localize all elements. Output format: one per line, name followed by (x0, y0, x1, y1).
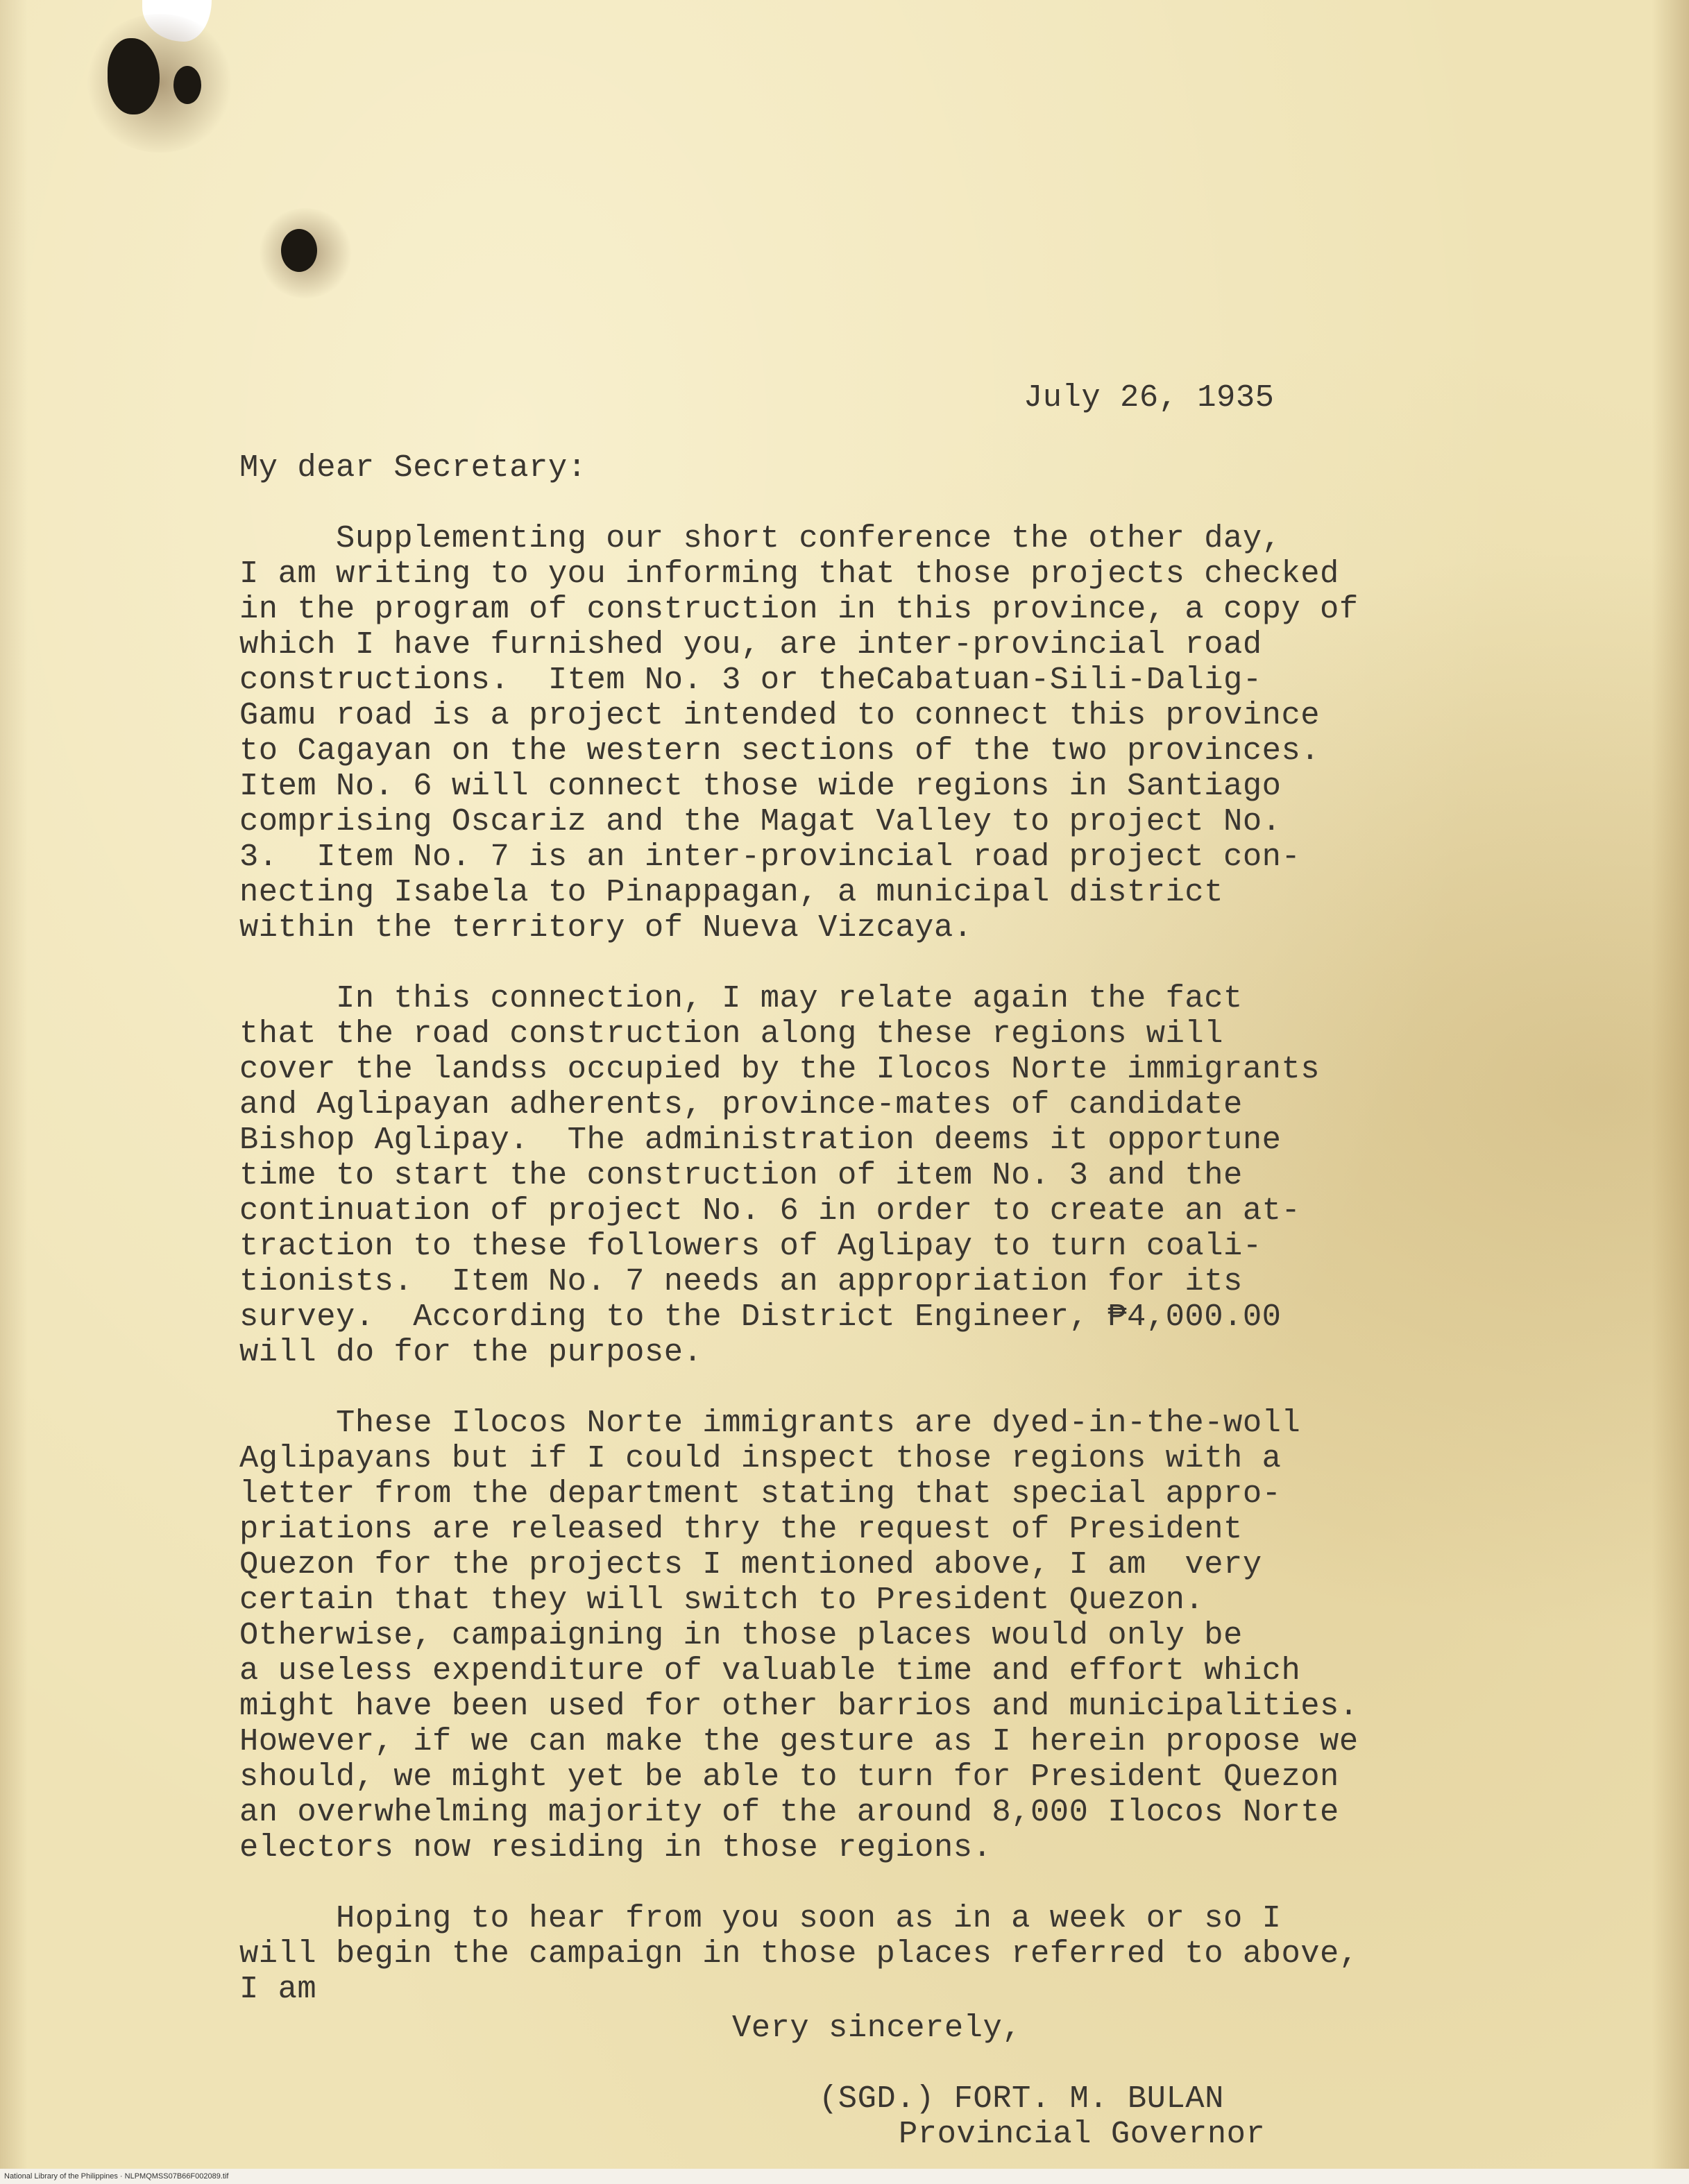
paragraph-line: These Ilocos Norte immigrants are dyed-in-the-woll (239, 1405, 1301, 1441)
paragraph-line: a useless expenditure of valuable time and effort which (239, 1653, 1301, 1689)
paragraph-2 (239, 981, 1359, 1370)
paragraph-line: constructions. Item No. 3 or theCabatuan-Sili-Dalig- (239, 662, 1262, 698)
paragraph-line: I am writing to you informing that those projects checked (239, 556, 1339, 592)
paragraph-line: within the territory of Nueva Vizcaya. (239, 910, 973, 946)
paragraph-line: time to start the construction of item No. 3 and the (239, 1157, 1243, 1193)
paragraph-gap (239, 946, 1359, 981)
paragraph-line: which I have furnished you, are inter-provincial road (239, 626, 1262, 663)
salutation: My dear Secretary: (239, 450, 587, 486)
paragraph-4 (239, 1901, 1359, 2007)
paragraph-line: traction to these followers of Aglipay to turn coali- (239, 1228, 1262, 1264)
paragraph-gap (239, 1866, 1359, 1901)
burn-stain-top (83, 14, 236, 153)
paragraph-line: Quezon for the projects I mentioned above, I am very (239, 1546, 1262, 1582)
paragraph-line: Item No. 6 will connect those wide regions in Santiago (239, 768, 1282, 804)
paragraph-line: an overwhelming majority of the around 8,000 Ilocos Norte (239, 1794, 1339, 1830)
paragraph-line: I am (239, 1971, 317, 2007)
letter-date: July 26, 1935 (1024, 379, 1275, 416)
paragraph-line: certain that they will switch to President Quezon. (239, 1582, 1205, 1618)
paragraph-line: in the program of construction in this province, a copy of (239, 591, 1359, 627)
paragraph-line: will do for the purpose. (239, 1334, 703, 1370)
paragraph-line: cover the landss occupied by the Ilocos Norte immigrants (239, 1051, 1321, 1087)
signer-title: Provincial Governor (899, 2116, 1266, 2152)
paragraph-line: Aglipayans but if I could inspect those regions with a (239, 1440, 1282, 1476)
paragraph-line: necting Isabela to Pinappagan, a municipal district (239, 874, 1224, 910)
paragraph-line: In this connection, I may relate again the fact (239, 980, 1243, 1016)
paragraph-3 (239, 1406, 1359, 1866)
paragraph-line: tionists. Item No. 7 needs an appropriation for its (239, 1263, 1243, 1299)
paragraph-line: Otherwise, campaigning in those places would only be (239, 1617, 1243, 1653)
paragraph-line: continuation of project No. 6 in order to create an at- (239, 1193, 1301, 1229)
paragraph-line: Gamu road is a project intended to connect this province (239, 697, 1321, 733)
closing: Very sincerely, (732, 2010, 1022, 2046)
letter-paragraphs (239, 521, 1359, 2007)
signature: (SGD.) FORT. M. BULAN (819, 2081, 1224, 2117)
paragraph-line: However, if we can make the gesture as I herein propose we (239, 1723, 1359, 1759)
paragraph-line: Supplementing our short conference the other day, (239, 520, 1282, 556)
paragraph-line: might have been used for other barrios and municipalities. (239, 1688, 1359, 1724)
paragraph-line: that the road construction along these regions will (239, 1016, 1224, 1052)
burn-hole-middle (281, 229, 317, 272)
paragraph-line: will begin the campaign in those places referred to above, (239, 1936, 1359, 1972)
paragraph-line: survey. According to the District Engineer, ₱4,000.00 (239, 1299, 1282, 1335)
paragraph-line: should, we might yet be able to turn for President Quezon (239, 1759, 1339, 1795)
archive-footer: National Library of the Philippines · NLPMQMSS07B66F002089.tif (0, 2169, 1689, 2184)
burn-hole-top (108, 38, 160, 114)
paragraph-line: Hoping to hear from you soon as in a week or so I (239, 1900, 1282, 1936)
paragraph-line: comprising Oscariz and the Magat Valley to project No. (239, 803, 1282, 839)
paragraph-line: and Aglipayan adherents, province-mates of candidate (239, 1086, 1243, 1123)
paragraph-line: Bishop Aglipay. The administration deems it opportune (239, 1122, 1282, 1158)
paragraph-line: electors now residing in those regions. (239, 1829, 992, 1866)
paragraph-line: priations are released thry the request of President (239, 1511, 1243, 1547)
burn-hole-top-small (173, 66, 201, 104)
paragraph-gap (239, 1370, 1359, 1406)
paragraph-line: 3. Item No. 7 is an inter-provincial road project con- (239, 839, 1301, 875)
paragraph-1 (239, 521, 1359, 946)
paragraph-line: to Cagayan on the western sections of the two provinces. (239, 733, 1321, 769)
paragraph-line: letter from the department stating that special appro- (239, 1476, 1282, 1512)
